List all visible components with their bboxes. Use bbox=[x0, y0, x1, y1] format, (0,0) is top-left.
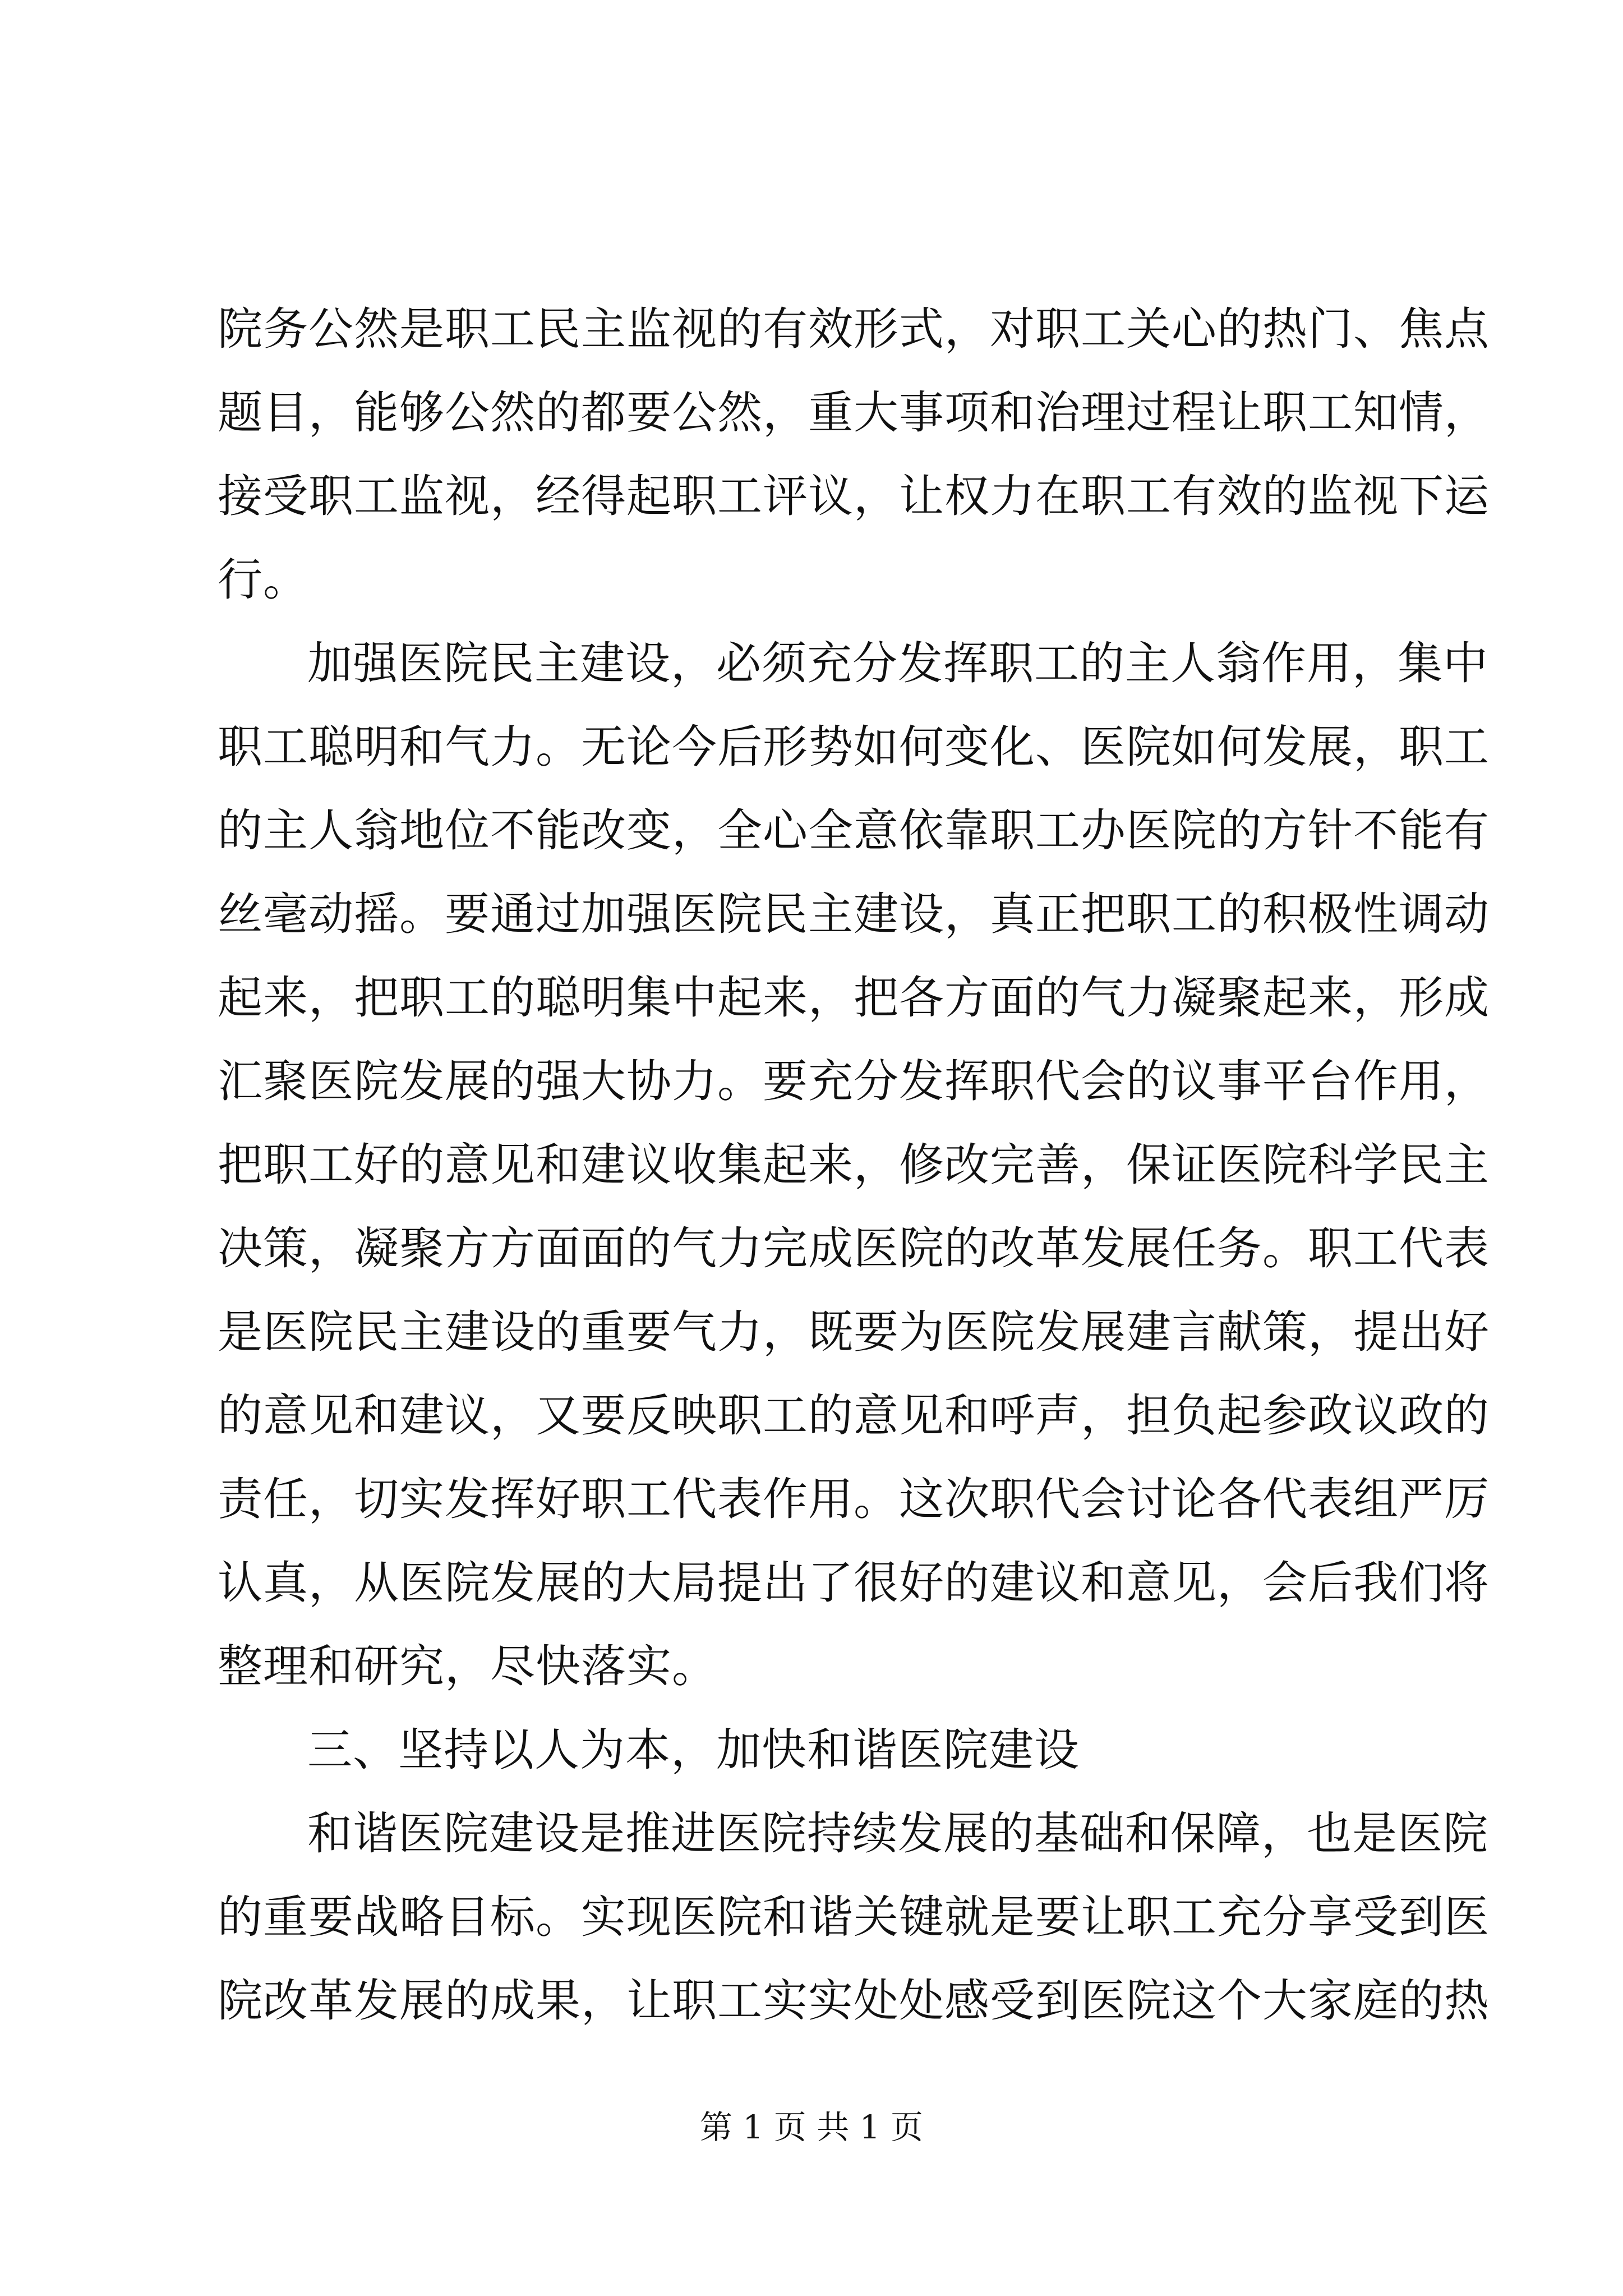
text-line: 院务公然是职工民主监视的有效形式，对职工关心的热门、焦点 bbox=[218, 303, 1490, 355]
text-line: 起来，把职工的聪明集中起来，把各方面的气力凝聚起来，形成 bbox=[218, 972, 1490, 1024]
text-line: 接受职工监视，经得起职工评议，让权力在职工有效的监视下运 bbox=[218, 470, 1490, 522]
body-text bbox=[218, 287, 1490, 2042]
text-line: 职工聪明和气力。无论今后形势如何变化、医院如何发展，职工 bbox=[218, 721, 1490, 773]
text-line: 决策，凝聚方方面面的气力完成医院的改革发展任务。职工代表 bbox=[218, 1222, 1490, 1274]
text-line: 行。 bbox=[218, 554, 308, 606]
text-line: 的重要战略目标。实现医院和谐关键就是要让职工充分享受到医 bbox=[218, 1891, 1490, 1943]
text-line: 整理和研究，尽快落实。 bbox=[218, 1640, 717, 1692]
text-line: 是医院民主建设的重要气力，既要为医院发展建言献策，提出好 bbox=[218, 1306, 1490, 1358]
text-line: 的主人翁地位不能改变，全心全意依靠职工办医院的方针不能有 bbox=[218, 804, 1490, 857]
text-line: 把职工好的意见和建议收集起来，修改完善，保证医院科学民主 bbox=[218, 1139, 1490, 1191]
text-line: 三、坚持以人为本，加快和谐医院建设 bbox=[307, 1724, 1080, 1776]
text-line: 题目，能够公然的都要公然，重大事项和治理过程让职工知情， bbox=[218, 386, 1490, 439]
text-line: 汇聚医院发展的强大协力。要充分发挥职代会的议事平台作用， bbox=[218, 1055, 1490, 1107]
text-line: 加强医院民主建设，必须充分发挥职工的主人翁作用，集中 bbox=[307, 637, 1488, 689]
text-line: 的意见和建议，又要反映职工的意见和呼声，担负起参政议政的 bbox=[218, 1389, 1490, 1442]
page-footer: 第 1 页 共 1 页 bbox=[700, 2108, 923, 2146]
text-line: 丝毫动摇。要通过加强医院民主建设，真正把职工的积极性调动 bbox=[218, 888, 1490, 940]
text-line: 和谐医院建设是推进医院持续发展的基础和保障，也是医院 bbox=[307, 1807, 1488, 1860]
text-line: 责任，切实发挥好职工代表作用。这次职代会讨论各代表组严厉 bbox=[218, 1473, 1490, 1525]
text-line: 院改革发展的成果，让职工实实处处感受到医院这个大家庭的热 bbox=[218, 1975, 1490, 2027]
text-line: 认真，从医院发展的大局提出了很好的建议和意见，会后我们将 bbox=[218, 1557, 1490, 1609]
